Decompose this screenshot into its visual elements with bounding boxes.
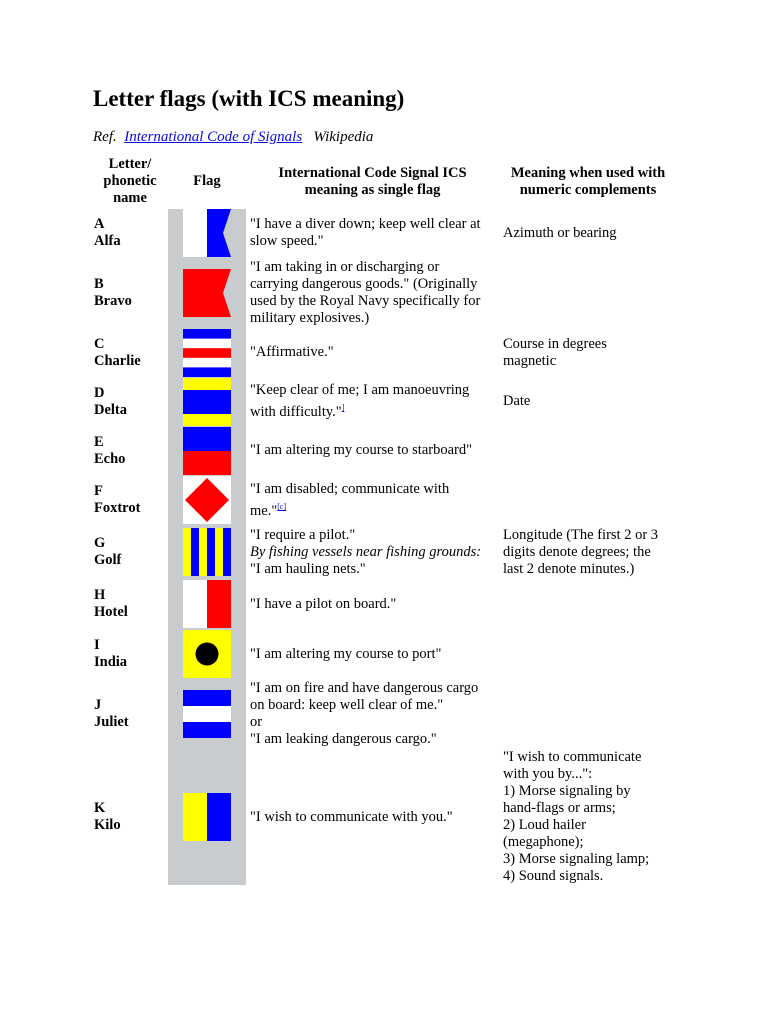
phonetic-name: Charlie [94,352,141,369]
letter: G [94,535,106,551]
letter-cell [92,629,168,679]
juliet-flag-icon [183,690,231,738]
single-meaning-cell [246,377,499,426]
single-meaning-line: military explosives.) [250,309,370,326]
header-flag: Flag [193,173,221,189]
ics-link[interactable]: International Code of Signals [124,129,303,145]
letter: B [94,275,104,292]
single-meaning-line: on board: keep well clear of me." [250,697,444,713]
letter: D [94,384,105,401]
phonetic-name: Foxtrot [94,500,141,516]
hotel-flag-icon [183,580,231,628]
letter-cell [92,328,168,377]
single-meaning-cell [246,209,499,257]
letter: F [94,483,103,499]
single-meaning-cell [246,525,499,579]
letter: A [94,216,105,232]
letter-cell [92,377,168,426]
single-meaning-line: "I am altering my course to starboard" [250,442,473,458]
numeric-meaning-line: (megaphone); [503,834,584,850]
foxtrot-flag-icon [183,476,231,524]
letter-cell [92,475,168,525]
table-row [92,525,677,579]
table-row [92,579,677,629]
single-meaning-line: "I require a pilot." [250,526,356,543]
kilo-flag-icon [183,793,231,841]
flag-cell [168,209,246,257]
numeric-meaning-cell [499,328,677,377]
table-header-row [92,154,677,209]
flag-cell [168,749,246,885]
numeric-meaning-line: 4) Sound signals. [503,868,604,884]
numeric-meaning-line: Date [503,393,531,409]
single-meaning-cell [246,679,499,749]
single-meaning-line: or [250,714,263,730]
numeric-meaning-line: Longitude (The first 2 or 3 [503,526,659,543]
single-meaning-line: with difficulty."] [250,403,345,420]
table-row [92,209,677,257]
numeric-meaning-line: last 2 denote minutes.) [503,560,635,577]
alfa-flag-icon [183,209,231,257]
letter: C [94,335,105,352]
golf-flag-icon [183,528,231,576]
header-single-meaning: International Code Signal ICS meaning as single flag [278,164,467,198]
table-row [92,679,677,749]
header-numeric-meaning: Meaning when used with numeric complements [510,164,666,198]
letter-cell [92,426,168,475]
single-meaning-line: "I wish to communicate with you." [250,808,453,825]
numeric-meaning-line: with you by...": [503,766,593,782]
single-meaning-cell [246,475,499,525]
numeric-meaning-line: "I wish to communicate [503,749,642,765]
phonetic-name: Alfa [94,233,121,249]
numeric-meaning-cell [499,629,677,679]
single-meaning-cell [246,749,499,885]
letter-cell [92,579,168,629]
single-meaning-line: "I have a pilot on board." [250,595,397,612]
letter-cell [92,525,168,579]
single-meaning-line: "I am altering my course to port" [250,645,442,662]
footnote-link[interactable]: ] [341,403,345,413]
numeric-meaning-cell [499,749,677,885]
single-meaning-line: slow speed." [250,233,324,249]
echo-flag-icon [183,427,231,475]
letter-cell [92,679,168,749]
flag-cell [168,377,246,426]
letter-cell [92,209,168,257]
numeric-meaning-cell [499,525,677,579]
letter: I [94,637,100,653]
reference-line [93,129,373,146]
india-flag-icon [183,630,231,678]
table-row [92,328,677,377]
letter: H [94,587,106,603]
numeric-meaning-line: 1) Morse signaling by [503,783,631,799]
single-meaning-line: "I am taking in or discharging or [250,258,440,275]
flag-cell [168,257,246,328]
phonetic-name: Golf [94,552,122,568]
numeric-meaning-cell [499,209,677,257]
single-meaning-line: "I am disabled; communicate with [250,480,450,497]
numeric-meaning-line: 3) Morse signaling lamp; [503,851,650,867]
ref-source: Wikipedia [313,129,374,145]
table-row [92,749,677,885]
numeric-meaning-line: 2) Loud hailer [503,817,586,833]
single-meaning-cell [246,257,499,328]
numeric-meaning-cell [499,426,677,475]
single-meaning-line: used by the Royal Navy specifically for [250,292,481,309]
numeric-meaning-line: digits denote degrees; the [503,543,651,560]
flags-table [92,154,677,885]
single-meaning-line: "I have a diver down; keep well clear at [250,216,481,232]
footnote-link[interactable]: [c] [277,501,287,511]
letter: K [94,800,106,816]
phonetic-name: India [94,654,128,670]
single-meaning-line: "Keep clear of me; I am manoeuvring [250,382,470,399]
numeric-meaning-cell [499,679,677,749]
phonetic-name: Juliet [94,714,129,730]
single-meaning-cell [246,328,499,377]
flag-cell [168,475,246,525]
table-row [92,377,677,426]
single-meaning-cell [246,426,499,475]
letter: J [94,697,102,713]
flag-cell [168,679,246,749]
single-meaning-cell [246,629,499,679]
single-meaning-cell [246,579,499,629]
numeric-meaning-line: Azimuth or bearing [503,224,617,241]
letter: E [94,433,104,450]
phonetic-name: Bravo [94,292,132,309]
numeric-meaning-cell [499,475,677,525]
numeric-meaning-cell [499,579,677,629]
single-meaning-line: "I am leaking dangerous cargo." [250,731,437,747]
table-row [92,257,677,328]
flag-cell [168,328,246,377]
charlie-flag-icon [183,329,231,377]
letter-cell [92,749,168,885]
numeric-meaning-line: Course in degrees [503,335,607,352]
flag-cell [168,525,246,579]
phonetic-name: Echo [94,450,126,467]
header-letter: Letter/ phonetic name [103,156,157,206]
numeric-meaning-cell [499,377,677,426]
bravo-flag-icon [183,269,231,317]
table-row [92,426,677,475]
ref-prefix: Ref. [93,129,117,145]
delta-flag-icon [183,378,231,426]
phonetic-name: Delta [94,401,128,418]
phonetic-name: Hotel [94,604,128,620]
flag-cell [168,426,246,475]
single-meaning-line: me."[c] [250,501,287,519]
single-meaning-line: "I am hauling nets." [250,560,366,577]
single-meaning-line: "Affirmative." [250,344,334,360]
flag-cell [168,579,246,629]
single-meaning-line: "I am on fire and have dangerous cargo [250,680,479,696]
numeric-meaning-line: hand-flags or arms; [503,800,616,816]
table-row [92,475,677,525]
single-meaning-line: carrying dangerous goods." (Originally [250,275,478,292]
letter-cell [92,257,168,328]
flag-cell [168,629,246,679]
numeric-meaning-line: magnetic [503,352,557,369]
single-meaning-line: By fishing vessels near fishing grounds: [250,543,482,560]
page-title: Letter flags (with ICS meaning) [93,86,405,111]
numeric-meaning-cell [499,257,677,328]
phonetic-name: Kilo [94,817,121,833]
table-row [92,629,677,679]
